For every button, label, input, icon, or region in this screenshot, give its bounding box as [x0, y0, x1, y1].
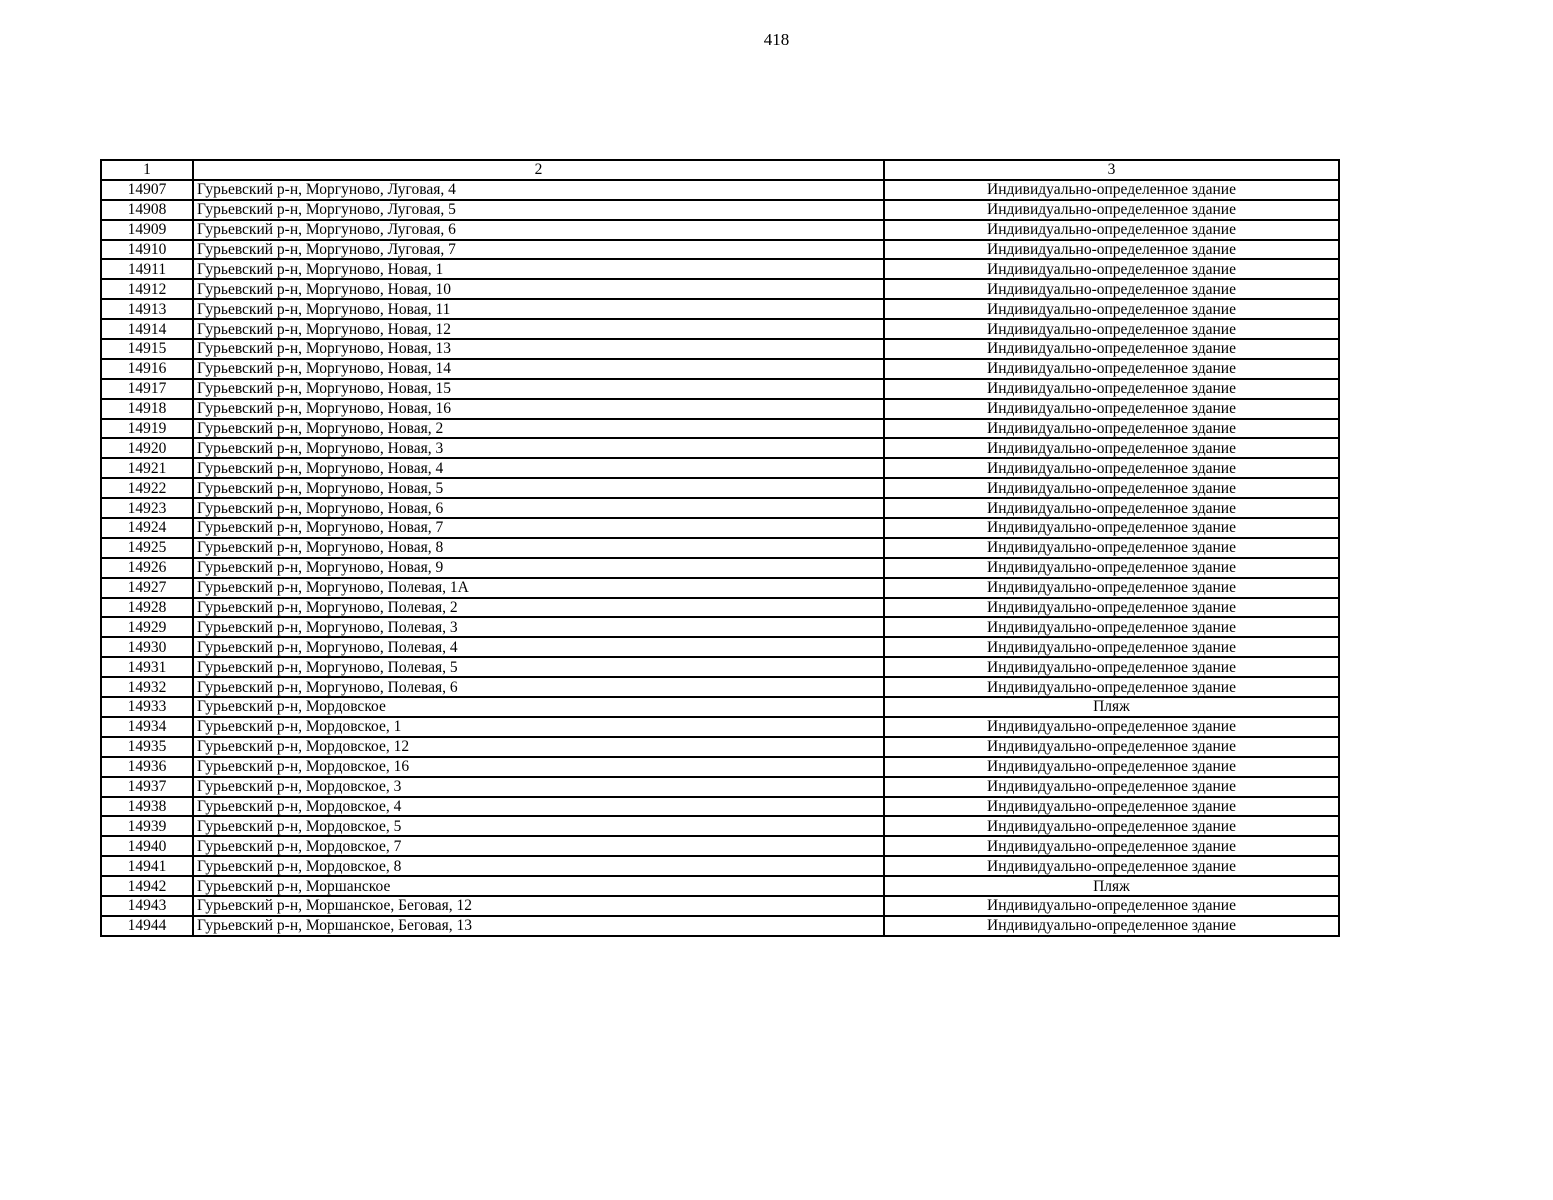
table-row [101, 359, 1339, 379]
row-address-cell: Гурьевский р-н, Моргуново, Новая, 14 [193, 359, 884, 379]
registry-table-body [101, 160, 1339, 936]
table-row [101, 478, 1339, 498]
row-address-cell: Гурьевский р-н, Моргуново, Новая, 6 [193, 498, 884, 518]
row-number-cell: 14926 [101, 558, 193, 578]
row-type-cell: Индивидуально-определенное здание [884, 757, 1339, 777]
row-type-cell: Индивидуально-определенное здание [884, 617, 1339, 637]
row-address-cell: Гурьевский р-н, Моргуново, Новая, 7 [193, 518, 884, 538]
row-type-cell: Индивидуально-определенное здание [884, 797, 1339, 817]
row-address-cell: Гурьевский р-н, Мордовское [193, 697, 884, 717]
table-row [101, 180, 1339, 200]
row-type-cell: Индивидуально-определенное здание [884, 478, 1339, 498]
row-number-cell: 14937 [101, 777, 193, 797]
row-number-cell: 14921 [101, 458, 193, 478]
row-address-cell: Гурьевский р-н, Моргуново, Новая, 2 [193, 419, 884, 439]
table-row [101, 538, 1339, 558]
row-address-cell: Гурьевский р-н, Моргуново, Новая, 13 [193, 339, 884, 359]
table-row [101, 896, 1339, 916]
row-address-cell: Гурьевский р-н, Моргуново, Луговая, 4 [193, 180, 884, 200]
table-row [101, 498, 1339, 518]
row-type-cell: Индивидуально-определенное здание [884, 816, 1339, 836]
row-type-cell: Индивидуально-определенное здание [884, 200, 1339, 220]
table-row [101, 598, 1339, 618]
row-number-cell: 14940 [101, 836, 193, 856]
table-row [101, 339, 1339, 359]
row-address-cell: Гурьевский р-н, Моргуново, Новая, 1 [193, 259, 884, 279]
row-number-cell: 14917 [101, 379, 193, 399]
row-type-cell: Индивидуально-определенное здание [884, 319, 1339, 339]
row-address-cell: Гурьевский р-н, Моргуново, Новая, 11 [193, 299, 884, 319]
row-address-cell: Гурьевский р-н, Моргуново, Новая, 5 [193, 478, 884, 498]
row-type-cell: Индивидуально-определенное здание [884, 498, 1339, 518]
row-address-cell: Гурьевский р-н, Моргуново, Полевая, 1А [193, 578, 884, 598]
row-type-cell: Индивидуально-определенное здание [884, 379, 1339, 399]
table-row [101, 220, 1339, 240]
row-address-cell: Гурьевский р-н, Мордовское, 7 [193, 836, 884, 856]
row-type-cell: Индивидуально-определенное здание [884, 259, 1339, 279]
row-type-cell: Индивидуально-определенное здание [884, 339, 1339, 359]
row-type-cell: Индивидуально-определенное здание [884, 777, 1339, 797]
row-type-cell: Индивидуально-определенное здание [884, 279, 1339, 299]
row-type-cell: Индивидуально-определенное здание [884, 518, 1339, 538]
table-row [101, 637, 1339, 657]
row-number-cell: 14941 [101, 856, 193, 876]
table-row [101, 299, 1339, 319]
column-number-3: 3 [884, 160, 1339, 180]
row-type-cell: Индивидуально-определенное здание [884, 359, 1339, 379]
table-row [101, 737, 1339, 757]
table-row [101, 777, 1339, 797]
row-address-cell: Гурьевский р-н, Моршанское, Беговая, 13 [193, 916, 884, 936]
row-number-cell: 14925 [101, 538, 193, 558]
row-number-cell: 14931 [101, 657, 193, 677]
table-row [101, 697, 1339, 717]
row-type-cell: Индивидуально-определенное здание [884, 677, 1339, 697]
row-number-cell: 14928 [101, 598, 193, 618]
row-address-cell: Гурьевский р-н, Моргуново, Новая, 12 [193, 319, 884, 339]
row-type-cell: Индивидуально-определенное здание [884, 657, 1339, 677]
registry-table [100, 159, 1340, 937]
row-address-cell: Гурьевский р-н, Мордовское, 3 [193, 777, 884, 797]
table-row [101, 240, 1339, 260]
row-number-cell: 14910 [101, 240, 193, 260]
table-row [101, 657, 1339, 677]
row-address-cell: Гурьевский р-н, Моршанское [193, 876, 884, 896]
row-number-cell: 14944 [101, 916, 193, 936]
row-number-cell: 14908 [101, 200, 193, 220]
row-address-cell: Гурьевский р-н, Мордовское, 8 [193, 856, 884, 876]
page-number: 418 [763, 30, 790, 49]
row-type-cell: Индивидуально-определенное здание [884, 419, 1339, 439]
row-type-cell: Индивидуально-определенное здание [884, 717, 1339, 737]
row-address-cell: Гурьевский р-н, Моргуново, Полевая, 4 [193, 637, 884, 657]
row-address-cell: Гурьевский р-н, Мордовское, 16 [193, 757, 884, 777]
row-number-cell: 14916 [101, 359, 193, 379]
row-address-cell: Гурьевский р-н, Моргуново, Новая, 15 [193, 379, 884, 399]
row-type-cell: Индивидуально-определенное здание [884, 916, 1339, 936]
table-row [101, 399, 1339, 419]
row-number-cell: 14938 [101, 797, 193, 817]
column-number-2: 2 [193, 160, 884, 180]
row-type-cell: Индивидуально-определенное здание [884, 458, 1339, 478]
column-number-row [101, 160, 1339, 180]
table-row [101, 757, 1339, 777]
row-type-cell: Индивидуально-определенное здание [884, 578, 1339, 598]
column-number-1: 1 [101, 160, 193, 180]
row-number-cell: 14918 [101, 399, 193, 419]
row-number-cell: 14935 [101, 737, 193, 757]
table-row [101, 200, 1339, 220]
row-type-cell: Пляж [884, 876, 1339, 896]
row-type-cell: Индивидуально-определенное здание [884, 558, 1339, 578]
row-number-cell: 14915 [101, 339, 193, 359]
row-address-cell: Гурьевский р-н, Моргуново, Полевая, 3 [193, 617, 884, 637]
table-row [101, 797, 1339, 817]
row-number-cell: 14927 [101, 578, 193, 598]
table-row [101, 578, 1339, 598]
row-type-cell: Индивидуально-определенное здание [884, 896, 1339, 916]
row-number-cell: 14907 [101, 180, 193, 200]
row-type-cell: Пляж [884, 697, 1339, 717]
row-address-cell: Гурьевский р-н, Моргуново, Луговая, 6 [193, 220, 884, 240]
row-number-cell: 14939 [101, 816, 193, 836]
row-number-cell: 14930 [101, 637, 193, 657]
row-number-cell: 14943 [101, 896, 193, 916]
row-address-cell: Гурьевский р-н, Моргуново, Новая, 9 [193, 558, 884, 578]
row-address-cell: Гурьевский р-н, Мордовское, 5 [193, 816, 884, 836]
row-type-cell: Индивидуально-определенное здание [884, 856, 1339, 876]
row-number-cell: 14920 [101, 438, 193, 458]
row-address-cell: Гурьевский р-н, Моргуново, Луговая, 5 [193, 200, 884, 220]
row-address-cell: Гурьевский р-н, Моргуново, Новая, 8 [193, 538, 884, 558]
table-row [101, 518, 1339, 538]
row-type-cell: Индивидуально-определенное здание [884, 538, 1339, 558]
table-row [101, 856, 1339, 876]
row-address-cell: Гурьевский р-н, Моргуново, Полевая, 6 [193, 677, 884, 697]
row-address-cell: Гурьевский р-н, Моргуново, Новая, 16 [193, 399, 884, 419]
table-row [101, 717, 1339, 737]
row-number-cell: 14914 [101, 319, 193, 339]
table-row [101, 617, 1339, 637]
row-type-cell: Индивидуально-определенное здание [884, 180, 1339, 200]
row-number-cell: 14924 [101, 518, 193, 538]
row-address-cell: Гурьевский р-н, Моргуново, Новая, 4 [193, 458, 884, 478]
row-number-cell: 14932 [101, 677, 193, 697]
table-row [101, 816, 1339, 836]
table-row [101, 876, 1339, 896]
row-number-cell: 14942 [101, 876, 193, 896]
row-number-cell: 14929 [101, 617, 193, 637]
row-address-cell: Гурьевский р-н, Моргуново, Новая, 3 [193, 438, 884, 458]
row-number-cell: 14919 [101, 419, 193, 439]
table-row [101, 916, 1339, 936]
row-address-cell: Гурьевский р-н, Мордовское, 12 [193, 737, 884, 757]
row-address-cell: Гурьевский р-н, Моршанское, Беговая, 12 [193, 896, 884, 916]
table-row [101, 279, 1339, 299]
table-row [101, 319, 1339, 339]
row-number-cell: 14912 [101, 279, 193, 299]
row-type-cell: Индивидуально-определенное здание [884, 637, 1339, 657]
row-address-cell: Гурьевский р-н, Моргуново, Полевая, 2 [193, 598, 884, 618]
row-address-cell: Гурьевский р-н, Моргуново, Луговая, 7 [193, 240, 884, 260]
row-number-cell: 14933 [101, 697, 193, 717]
row-type-cell: Индивидуально-определенное здание [884, 299, 1339, 319]
row-number-cell: 14911 [101, 259, 193, 279]
row-address-cell: Гурьевский р-н, Моргуново, Полевая, 5 [193, 657, 884, 677]
row-address-cell: Гурьевский р-н, Моргуново, Новая, 10 [193, 279, 884, 299]
table-row [101, 419, 1339, 439]
table-row [101, 558, 1339, 578]
row-number-cell: 14936 [101, 757, 193, 777]
row-type-cell: Индивидуально-определенное здание [884, 220, 1339, 240]
row-number-cell: 14923 [101, 498, 193, 518]
row-number-cell: 14922 [101, 478, 193, 498]
row-number-cell: 14913 [101, 299, 193, 319]
table-row [101, 438, 1339, 458]
row-type-cell: Индивидуально-определенное здание [884, 438, 1339, 458]
row-type-cell: Индивидуально-определенное здание [884, 598, 1339, 618]
row-address-cell: Гурьевский р-н, Мордовское, 4 [193, 797, 884, 817]
row-type-cell: Индивидуально-определенное здание [884, 836, 1339, 856]
row-number-cell: 14934 [101, 717, 193, 737]
table-row [101, 836, 1339, 856]
row-type-cell: Индивидуально-определенное здание [884, 399, 1339, 419]
row-number-cell: 14909 [101, 220, 193, 240]
row-address-cell: Гурьевский р-н, Мордовское, 1 [193, 717, 884, 737]
row-type-cell: Индивидуально-определенное здание [884, 240, 1339, 260]
row-type-cell: Индивидуально-определенное здание [884, 737, 1339, 757]
table-row [101, 458, 1339, 478]
table-row [101, 677, 1339, 697]
table-row [101, 379, 1339, 399]
table-row [101, 259, 1339, 279]
